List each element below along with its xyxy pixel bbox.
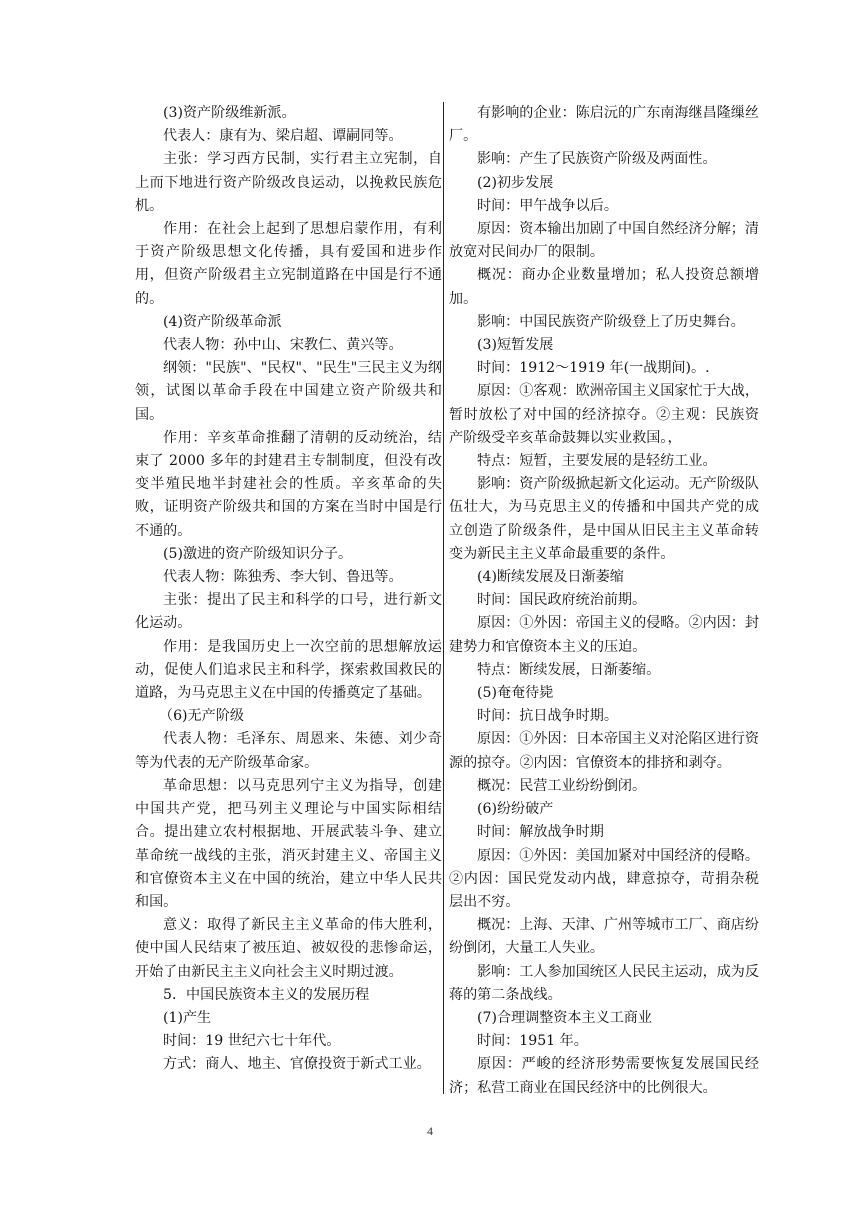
paragraph: 作用：辛亥革命推翻了清朝的反动统治，结束了 2000 多年的封建君主专制制度，但没有改变半殖民地半封建社会的性质。辛亥革命的失败，证明资产阶级共和国的方案在当时中国是行不通的。: [135, 429, 442, 539]
paragraph: 概况：商办企业数量增加；私人投资总额增加。: [449, 267, 759, 307]
paragraph: 时间：19 世纪六七十年代。: [163, 1033, 341, 1050]
paragraph: (3)短暂发展: [477, 337, 554, 354]
paragraph: 原因：资本输出加剧了中国自然经济分解；清放宽对民间办厂的限制。: [449, 221, 759, 261]
column-divider: [443, 102, 444, 1094]
paragraph: 原因：①外因：日本帝国主义对沦陷区进行资源的掠夺。②内因：官僚资本的排挤和剥夺。: [449, 731, 759, 771]
paragraph: 概况：民营工业纷纷倒闭。: [477, 777, 647, 794]
paragraph: (5)奄奄待毙: [477, 685, 554, 702]
paragraph: (7)合理调整资本主义工商业: [477, 1009, 652, 1026]
paragraph: 影响：中国民族资产阶级登上了历史舞台。: [477, 313, 745, 330]
paragraph: 代表人物：陈独秀、李大钊、鲁迅等。: [163, 569, 403, 586]
paragraph: 原因：严峻的经济形势需要恢复发展国民经济；私营工商业在国民经济中的比例很大。: [449, 1056, 759, 1096]
paragraph: 特点：短暂，主要发展的是轻纺工业。: [477, 453, 717, 470]
paragraph: 时间：1912～1919 年(一战期间)。.: [477, 360, 710, 377]
right-column: [449, 102, 759, 1100]
paragraph: 原因：①外因：帝国主义的侵略。②内因：封建势力和官僚资本主义的压迫。: [449, 615, 759, 655]
paragraph: 特点：断续发展，日渐萎缩。: [477, 661, 661, 678]
paragraph: 意义：取得了新民主主义革命的伟大胜利，使中国人民结束了被压迫、被奴役的悲惨命运，开始了由新民主主义向社会主义时期过渡。: [135, 917, 442, 980]
paragraph: 时间：1951 年。: [477, 1033, 588, 1050]
paragraph: 作用：是我国历史上一次空前的思想解放运动，促使人们追求民主和科学，探索救国救民的道路，为马克思主义在中国的传播奠定了基础。: [135, 638, 442, 702]
paragraph: 纲领："民族"、"民权"、"民生"三民主义为纲领，试图以革命手段在中国建立资产阶级共和国。: [135, 360, 442, 423]
paragraph: 影响：工人参加国统区人民民主运动，成为反蒋的第二条战线。: [449, 963, 759, 1003]
paragraph: 代表人物：毛泽东、周恩来、朱德、刘少奇等为代表的无产阶级革命家。: [135, 731, 442, 771]
paragraph: 原因：①外因：美国加紧对中国经济的侵略。②内因：国民党发动内战，肆意掠夺，苛捐杂税层出不穷。: [449, 847, 759, 910]
paragraph: 影响：资产阶级掀起新文化运动。无产阶级队伍壮大，为马克思主义的传播和中国共产党的成立创造了阶级条件，是中国从旧民主主义革命转变为新民主主义革命最重要的条件。: [449, 476, 759, 562]
section-heading: 5．中国民族资本主义的发展历程: [163, 986, 370, 1003]
paragraph: 时间：甲午战争以后。: [477, 197, 618, 214]
paragraph: (3)资产阶级维新派。: [163, 105, 296, 121]
paragraph: 时间：国民政府统治前期。: [477, 592, 647, 609]
paragraph: 概况：上海、天津、广州等城市工厂、商店纷纷倒闭，大量工人失业。: [449, 917, 759, 957]
paragraph: (5)激进的资产阶级知识分子。: [163, 545, 353, 562]
paragraph: （6)无产阶级: [159, 708, 244, 725]
paragraph: 有影响的企业：陈启沅的广东南海继昌隆缫丝厂。: [449, 105, 759, 145]
paragraph: (4)断续发展及日渐萎缩: [477, 569, 624, 586]
paragraph: 方式：商人、地主、官僚投资于新式工业。: [163, 1056, 431, 1073]
page-number: 4: [427, 1124, 433, 1138]
paragraph: 代表人物：孙中山、宋教仁、黄兴等。: [163, 337, 403, 354]
paragraph: 主张：学习西方民制，实行君主立宪制，自上而下地进行资产阶级改良运动，以挽救民族危机。: [135, 151, 442, 214]
paragraph: 时间：解放战争时期: [477, 824, 604, 841]
paragraph: (4)资产阶级革命派: [163, 313, 282, 330]
paragraph: 革命思想：以马克思列宁主义为指导，创建中国共产党，把马列主义理论与中国实际相结合。提出建立农村根据地、开展武装斗争、建立革命统一战线的主张，消灭封建主义、帝国主义和官僚资本主义在中国的统治，建立中华人民共和国。: [135, 777, 442, 910]
paragraph: 主张：提出了民主和科学的口号，进行新文化运动。: [135, 592, 442, 632]
paragraph: (6)纷纷破产: [477, 801, 554, 818]
left-column: [135, 102, 442, 1077]
paragraph: 代表人：康有为、梁启超、谭嗣同等。: [163, 128, 403, 145]
paragraph: 原因：①客观：欧洲帝国主义国家忙于大战，暂时放松了对中国的经济掠夺。②主观：民族资产阶级受辛亥革命鼓舞以实业救国。，: [449, 383, 759, 446]
paragraph: (2)初步发展: [477, 174, 554, 191]
paragraph: 影响：产生了民族资产阶级及两面性。: [477, 151, 717, 168]
paragraph: 作用：在社会上起到了思想启蒙作用，有利于资产阶级思想文化传播，具有爱国和进步作用，但资产阶级君主立宪制道路在中国是行不通的。: [135, 221, 442, 307]
paragraph: 时间：抗日战争时期。: [477, 708, 618, 725]
paragraph: (1)产生: [163, 1009, 212, 1026]
